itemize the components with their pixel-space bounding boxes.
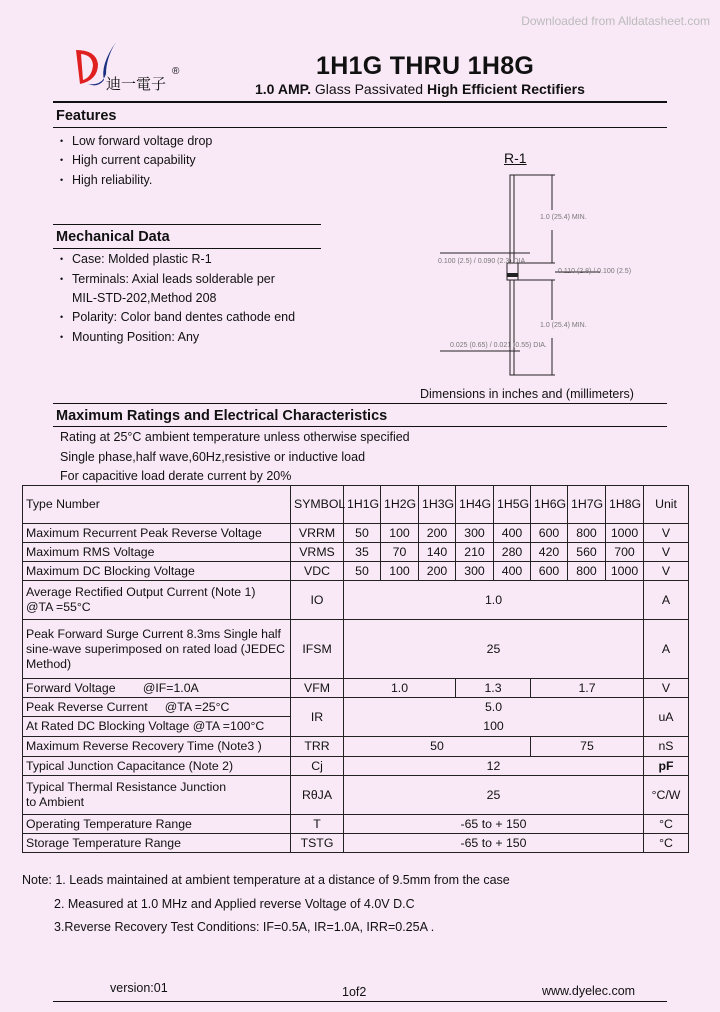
cell: 50: [344, 562, 381, 581]
row-unit: pF: [644, 757, 689, 776]
cell: -65 to + 150: [344, 815, 644, 834]
feature-item: • Low forward voltage drop: [72, 134, 212, 148]
rating-note: Rating at 25°C ambient temperature unless otherwise specified: [60, 430, 410, 444]
cell: 200: [419, 562, 456, 581]
row-label: Maximum RMS Voltage: [23, 543, 291, 562]
features-heading: Features: [56, 108, 117, 124]
package-outline-drawing: [410, 170, 640, 385]
table-row: [23, 834, 689, 853]
cell: 600: [531, 562, 568, 581]
diagram-caption: Dimensions in inches and (millimeters): [420, 387, 634, 401]
row-label: At Rated DC Blocking Voltage @TA =100°C: [23, 717, 291, 737]
row-unit: A: [644, 620, 689, 679]
row-unit: V: [644, 543, 689, 562]
row-symbol: VFM: [291, 679, 344, 698]
divider: [53, 403, 667, 404]
rating-note: For capacitive load derate current by 20%: [60, 469, 292, 483]
row-unit: uA: [644, 698, 689, 737]
header-part: 1H5G: [494, 486, 531, 524]
rating-note: Single phase,half wave,60Hz,resistive or inductive load: [60, 450, 366, 464]
dim-lead-dia: 0.025 (0.65) / 0.021 (0.55) DIA.: [450, 342, 547, 349]
row-unit: V: [644, 562, 689, 581]
table-header-row: [23, 486, 689, 524]
dim-lead-top: 1.0 (25.4) MIN.: [540, 214, 587, 221]
divider: [53, 426, 667, 427]
row-unit: V: [644, 679, 689, 698]
table-row: [23, 679, 689, 698]
divider: [53, 224, 321, 225]
row-unit: V: [644, 524, 689, 543]
table-row: [23, 717, 689, 737]
table-row: [23, 815, 689, 834]
cell: 1.0: [344, 581, 644, 620]
row-unit: °C/W: [644, 776, 689, 815]
table-row: [23, 562, 689, 581]
cell: 100: [381, 524, 419, 543]
cell: 1.3: [456, 679, 531, 698]
table-row: [23, 757, 689, 776]
mechanical-item: • Case: Molded plastic R-1: [72, 252, 212, 266]
row-label: Maximum Recurrent Peak Reverse Voltage: [23, 524, 291, 543]
subtitle-type: High Efficient Rectifiers: [426, 81, 585, 97]
package-label: R-1: [504, 150, 527, 166]
cell: 1.7: [531, 679, 644, 698]
row-label: Operating Temperature Range: [23, 815, 291, 834]
row-unit: °C: [644, 834, 689, 853]
divider: [53, 248, 321, 249]
note-3: 3.Reverse Recovery Test Conditions: IF=0.5A, IR=1.0A, IRR=0.25A .: [54, 920, 435, 934]
cell: 800: [568, 524, 606, 543]
footer-page: 1of2: [342, 985, 367, 999]
row-symbol: RθJA: [291, 776, 344, 815]
cell: 300: [456, 524, 494, 543]
subtitle-desc: Glass Passivated: [314, 81, 424, 97]
cell: 75: [531, 737, 644, 757]
row-symbol: VDC: [291, 562, 344, 581]
header-part: 1H2G: [381, 486, 419, 524]
mechanical-item-cont: MIL-STD-202,Method 208: [72, 291, 217, 305]
footer-website[interactable]: www.dyelec.com: [542, 984, 636, 998]
row-label: Typical Junction Capacitance (Note 2): [23, 757, 291, 776]
header-rule: [53, 101, 667, 103]
feature-item: • High reliability.: [72, 173, 152, 187]
row-symbol: TSTG: [291, 834, 344, 853]
cell: 200: [419, 524, 456, 543]
footer-version: version:01: [110, 981, 168, 995]
row-symbol: VRMS: [291, 543, 344, 562]
divider: [53, 127, 667, 128]
row-label: Peak Forward Surge Current 8.3ms Single half sine-wave superimposed on rated load (JEDEC Method): [23, 620, 291, 679]
row-symbol: VRRM: [291, 524, 344, 543]
cell: 1.0: [344, 679, 456, 698]
row-label-line: Average Rectified Output Current (Note 1): [26, 585, 256, 599]
feature-item: • High current capability: [72, 153, 196, 167]
header-unit: Unit: [644, 486, 689, 524]
header-symbol: SYMBOL: [291, 486, 344, 524]
row-symbol: TRR: [291, 737, 344, 757]
registered-mark: ®: [172, 66, 180, 77]
table-row: [23, 698, 689, 717]
table-row: [23, 543, 689, 562]
header-part: 1H4G: [456, 486, 494, 524]
mechanical-item: • Terminals: Axial leads solderable per: [72, 272, 275, 286]
characteristics-table: [22, 485, 689, 853]
row-label-line: @TA =55°C: [26, 600, 91, 614]
table-row: [23, 776, 689, 815]
note-1: Note: 1. Leads maintained at ambient temperature at a distance of 9.5mm from the case: [22, 873, 510, 887]
header-part: 1H7G: [568, 486, 606, 524]
header-part: 1H1G: [344, 486, 381, 524]
row-label: Peak Reverse Current @TA =25°C: [23, 698, 291, 717]
dim-body-length: 0.110 (2.8) / 0.100 (2.5): [558, 268, 632, 275]
watermark: Downloaded from Alldatasheet.com: [521, 14, 710, 28]
row-symbol: T: [291, 815, 344, 834]
note-2: 2. Measured at 1.0 MHz and Applied reverse Voltage of 4.0V D.C: [54, 897, 415, 911]
cell: 280: [494, 543, 531, 562]
row-unit: °C: [644, 815, 689, 834]
subtitle: [255, 81, 585, 97]
row-label: Typical Thermal Resistance Junction to Ambient: [23, 776, 291, 815]
row-symbol: IO: [291, 581, 344, 620]
row-symbol: IR: [291, 698, 344, 737]
cell: 35: [344, 543, 381, 562]
cell: 210: [456, 543, 494, 562]
row-unit: A: [644, 581, 689, 620]
cell: 600: [531, 524, 568, 543]
cell: 25: [344, 620, 644, 679]
dim-body-dia: 0.100 (2.5) / 0.090 (2.3) DIA.: [438, 258, 528, 265]
header-part: 1H6G: [531, 486, 568, 524]
cell: 5.0: [344, 698, 644, 717]
row-unit: nS: [644, 737, 689, 757]
cell: 400: [494, 562, 531, 581]
cell: 1000: [606, 562, 644, 581]
mechanical-item: • Mounting Position: Any: [72, 330, 199, 344]
dim-lead-bottom: 1.0 (25.4) MIN.: [540, 322, 587, 329]
row-label: Forward Voltage @IF=1.0A: [23, 679, 291, 698]
cell: 50: [344, 737, 531, 757]
cell: 300: [456, 562, 494, 581]
row-label: Storage Temperature Range: [23, 834, 291, 853]
page-title: 1H1G THRU 1H8G: [316, 52, 535, 80]
cell: 400: [494, 524, 531, 543]
table-row: [23, 737, 689, 757]
header-part: 1H3G: [419, 486, 456, 524]
table-row: [23, 524, 689, 543]
row-label: Maximum DC Blocking Voltage: [23, 562, 291, 581]
table-row: [23, 620, 689, 679]
row-label: [23, 581, 291, 620]
mechanical-item: • Polarity: Color band dentes cathode end: [72, 310, 295, 324]
cell: 560: [568, 543, 606, 562]
ratings-heading: Maximum Ratings and Electrical Characteristics: [56, 408, 388, 424]
cell: 140: [419, 543, 456, 562]
cell: 420: [531, 543, 568, 562]
row-label: Maximum Reverse Recovery Time (Note3 ): [23, 737, 291, 757]
row-symbol: IFSM: [291, 620, 344, 679]
cell: 70: [381, 543, 419, 562]
cell: 800: [568, 562, 606, 581]
cell: 100: [381, 562, 419, 581]
cell: 1000: [606, 524, 644, 543]
cell: 50: [344, 524, 381, 543]
cell: -65 to + 150: [344, 834, 644, 853]
mechanical-heading: Mechanical Data: [56, 229, 170, 245]
cell: 12: [344, 757, 644, 776]
cell: 25: [344, 776, 644, 815]
footer-rule: [53, 1001, 667, 1002]
table-row: [23, 581, 689, 620]
logo-text: 迪一電子: [106, 76, 167, 93]
subtitle-rating: 1.0 AMP.: [255, 81, 312, 97]
cell: 100: [344, 717, 644, 737]
header-type: Type Number: [23, 486, 291, 524]
header-part: 1H8G: [606, 486, 644, 524]
row-symbol: Cj: [291, 757, 344, 776]
cell: 700: [606, 543, 644, 562]
